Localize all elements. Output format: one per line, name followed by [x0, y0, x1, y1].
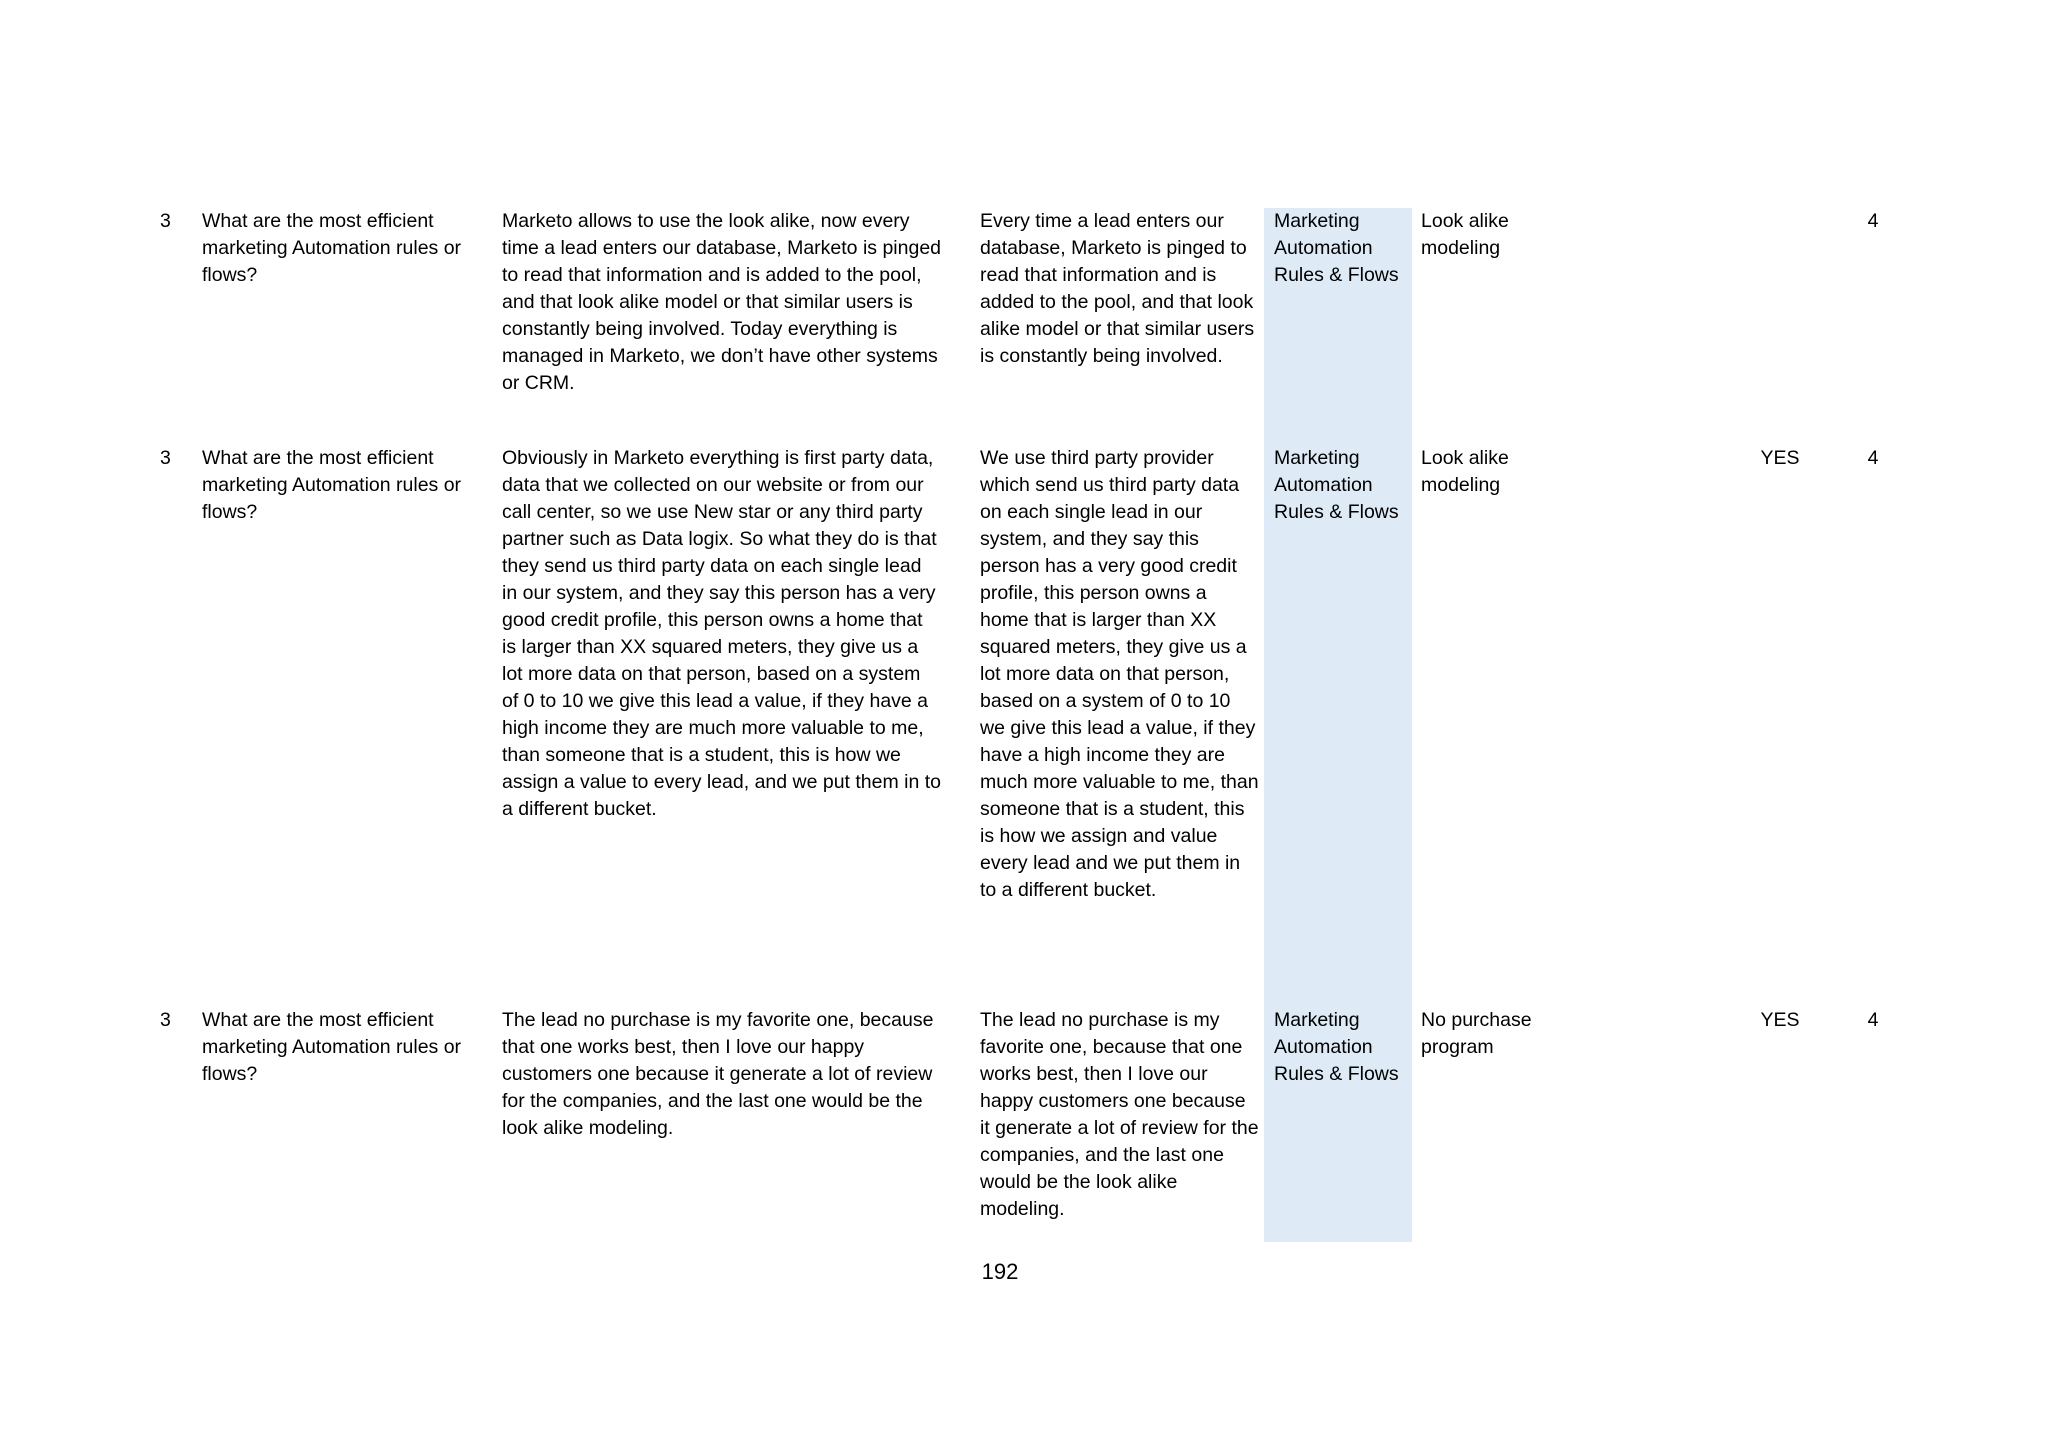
- score-text: 4: [1867, 1009, 1879, 1031]
- question-text: What are the most efficient marketing Automation rules or flows?: [202, 447, 462, 523]
- question-text: What are the most efficient marketing Automation rules or flows?: [202, 1009, 462, 1085]
- row-number: 3: [160, 210, 171, 232]
- summary-text: The lead no purchase is my favorite one, because that one works best, then I love our happy customers one because it generate a lot of review for the companies, and the last one would be the look alike modeling.: [980, 1009, 1259, 1220]
- score-text: 4: [1867, 447, 1879, 469]
- page-number: 192: [981, 1259, 1019, 1284]
- answer-text: Obviously in Marketo everything is first party data, data that we collected on our website or from our call center, so we use New star or any third party partner such as Data logix. So what they do is that they send us third party data on each single lead in our system, and they say this person has a very good credit profile, this person owns a home that is larger than XX squared meters, they give us a lot more data on that person, based on a system of 0 to 10 we give this lead a value, if they have a high income they are much more valuable to me, than someone that is a student, this is how we assign a value to every lead, and we put them in to a different bucket.: [502, 447, 942, 820]
- code-text: No purchase program: [1421, 1009, 1532, 1058]
- summary-text: Every time a lead enters our database, Marketo is pinged to read that information and is added to the pool, and that look alike model or that similar users is constantly being involved.: [980, 210, 1255, 367]
- flag-text: YES: [1760, 447, 1800, 469]
- question-text: What are the most efficient marketing Automation rules or flows?: [202, 210, 462, 286]
- row-number: 3: [160, 1009, 171, 1031]
- answer-text: The lead no purchase is my favorite one, because that one works best, then I love our happy customers one because it generate a lot of review for the companies, and the last one would be the look alike modeling.: [502, 1009, 934, 1139]
- answer-text: Marketo allows to use the look alike, now every time a lead enters our database, Marketo is pinged to read that information and is added to the pool, and that look alike model or that similar users is constantly being involved. Today everything is managed in Marketo, we don’t have other systems or CRM.: [502, 210, 942, 394]
- category-text: Marketing Automation Rules & Flows: [1274, 210, 1399, 286]
- code-text: Look alike modeling: [1421, 210, 1509, 259]
- row-number: 3: [160, 447, 171, 469]
- code-text: Look alike modeling: [1421, 447, 1509, 496]
- summary-text: We use third party provider which send us third party data on each single lead in our system, and they say this person has a very good credit profile, this person owns a home that is larger than XX squared meters, they give us a lot more data on that person, based on a system of 0 to 10 we give this lead a value, if they have a high income they are much more valuable to me, than someone that is a student, this is how we assign and value every lead and we put them in to a different bucket.: [980, 447, 1259, 901]
- score-text: 4: [1867, 210, 1879, 232]
- flag-text: YES: [1760, 1009, 1800, 1031]
- category-text: Marketing Automation Rules & Flows: [1274, 1009, 1399, 1085]
- category-text: Marketing Automation Rules & Flows: [1274, 447, 1399, 523]
